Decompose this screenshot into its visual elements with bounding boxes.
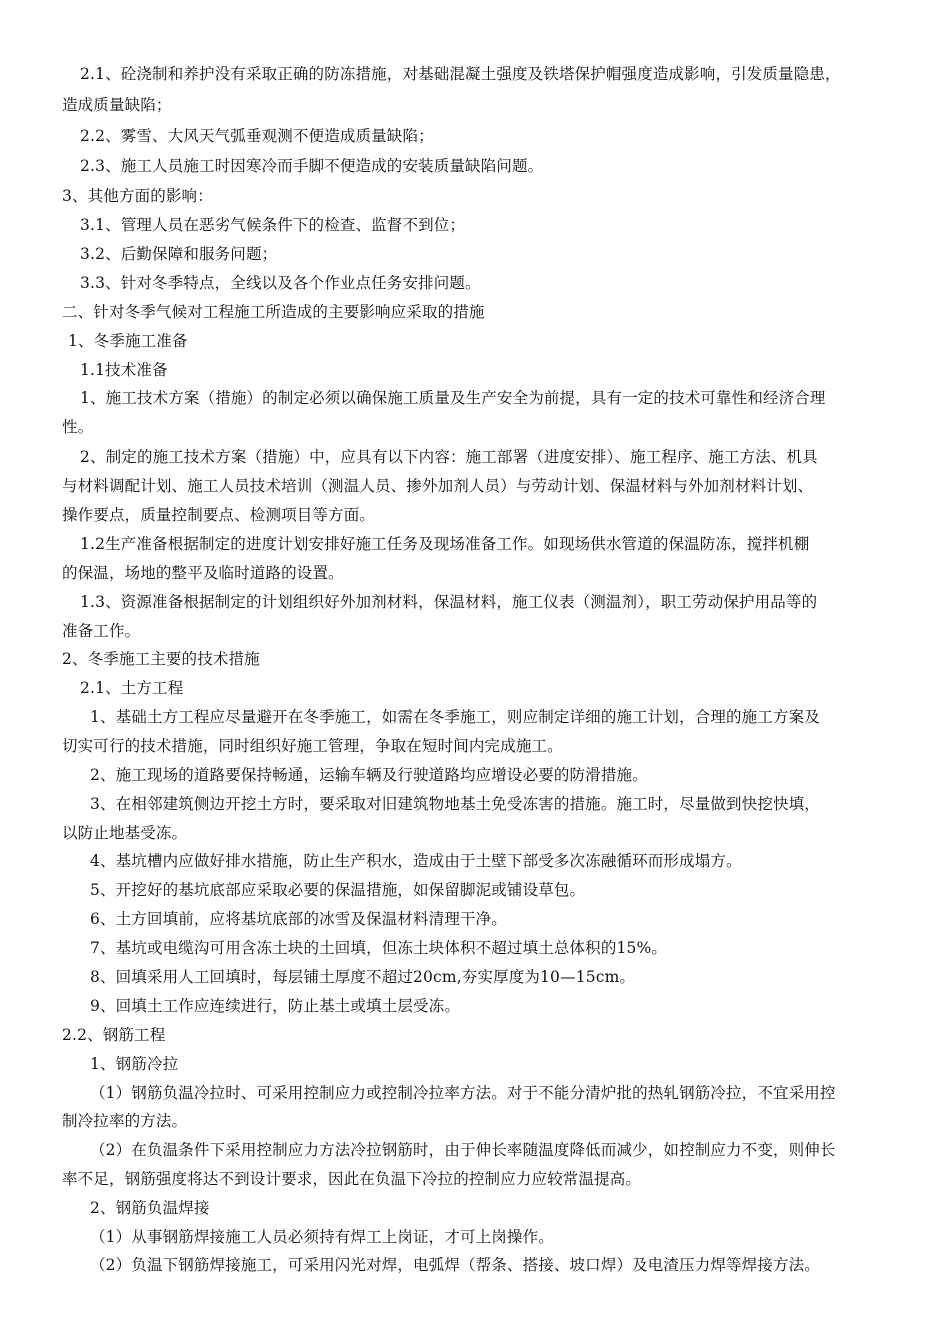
text-line: 1.3、资源准备根据制定的计划组织好外加剂材料，保温材料，施工仪表（测温剂），职工劳动保护用品等的: [80, 593, 818, 611]
text-line: 7、基坑或电缆沟可用含冻土块的土回填，但冻土块体积不超过填土总体积的15%。: [90, 939, 668, 957]
text-line: （2）在负温条件下采用控制应力方法冷拉钢筋时，由于伸长率随温度降低而减少，如控制应力不变，则伸长: [90, 1141, 836, 1159]
text-line: （1）钢筋负温冷拉时、可采用控制应力或控制冷拉率方法。对于不能分清炉批的热轧钢筋冷拉，不宜采用控: [90, 1084, 836, 1102]
text-line: 5、开挖好的基坑底部应采取必要的保温措施，如保留脚泥或铺设草包。: [90, 881, 586, 899]
text-line: 2.2、雾雪、大风天气弧垂观测不便造成质量缺陷；: [80, 127, 434, 145]
text-line: 8、回填采用人工回填时，每层铺土厚度不超过20cm,夯实厚度为10—15cm。: [90, 968, 636, 986]
text-line: 造成质量缺陷；: [62, 96, 172, 114]
text-line: 2、制定的施工技术方案（措施）中，应具有以下内容：施工部署（进度安排）、施工程序、施工方法、机具: [80, 448, 818, 466]
text-line: 切实可行的技术措施，同时组织好施工管理，争取在短时间内完成施工。: [62, 737, 563, 755]
text-line: 4、基坑槽内应做好排水措施，防止生产积水，造成由于土壁下部受多次冻融循环而形成塌方。: [90, 852, 742, 870]
text-line: （2）负温下钢筋焊接施工，可采用闪光对焊，电弧焊（帮条、搭接、坡口焊）及电渣压力焊等焊接方法。: [90, 1256, 820, 1274]
text-line: 以防止地基受冻。: [62, 824, 188, 842]
text-line: 2.3、施工人员施工时因寒冷而手脚不便造成的安装质量缺陷问题。: [80, 157, 544, 175]
subsection-heading: 1、钢筋冷拉: [90, 1055, 179, 1073]
text-line: 1、施工技术方案（措施）的制定必须以确保施工质量及生产安全为前提，具有一定的技术可靠性和经济合理: [80, 389, 826, 407]
text-line: 率不足，钢筋强度将达不到设计要求，因此在负温下冷拉的控制应力应较常温提高。: [62, 1170, 642, 1188]
text-line: 1、基础土方工程应尽量避开在冬季施工，如需在冬季施工，则应制定详细的施工计划，合理的施工方案及: [90, 708, 820, 726]
text-line: 1.2生产准备根据制定的进度计划安排好施工任务及现场准备工作。如现场供水管道的保温防冻，搅拌机棚: [80, 535, 810, 553]
text-line: 9、回填土工作应连续进行，防止基土或填土层受冻。: [90, 997, 460, 1015]
text-line: 性。: [62, 418, 94, 436]
text-line: 3.3、针对冬季特点，全线以及各个作业点任务安排问题。: [80, 274, 481, 292]
subsection-heading: 2、冬季施工主要的技术措施: [62, 650, 260, 668]
text-line: 的保温，场地的整平及临时道路的设置。: [62, 564, 344, 582]
section-heading: 二、针对冬季气候对工程施工所造成的主要影响应采取的措施: [62, 303, 485, 321]
text-line: 操作要点，质量控制要点、检测项目等方面。: [62, 506, 376, 524]
subsection-heading: 2、钢筋负温焊接: [90, 1199, 210, 1217]
text-line: 2.1、砼浇制和养护没有采取正确的防冻措施，对基础混凝土强度及铁塔保护帽强度造成影响，引发质量隐患，: [80, 65, 841, 83]
text-line: 6、土方回填前，应将基坑底部的冰雪及保温材料清理干净。: [90, 910, 507, 928]
subsection-heading: 1.1技术准备: [80, 361, 168, 379]
text-line: 3.2、后勤保障和服务问题；: [80, 245, 278, 263]
text-line: 3、其他方面的影响：: [62, 187, 213, 205]
text-line: 3、在相邻建筑侧边开挖土方时，要采取对旧建筑物地基土免受冻害的措施。施工时，尽量做到快挖快填，: [90, 795, 820, 813]
text-line: 制冷拉率的方法。: [62, 1112, 188, 1130]
subsection-heading: 1、冬季施工准备: [68, 332, 188, 350]
text-line: 准备工作。: [62, 622, 141, 640]
subsection-heading: 2.2、钢筋工程: [62, 1026, 166, 1044]
text-line: 3.1、管理人员在恶劣气候条件下的检查、监督不到位；: [80, 216, 466, 234]
text-line: （1）从事钢筋焊接施工人员必须持有焊工上岗证，才可上岗操作。: [90, 1228, 554, 1246]
subsection-heading: 2.1、土方工程: [80, 679, 184, 697]
text-line: 与材料调配计划、施工人员技术培训（测温人员、掺外加剂人员）与劳动计划、保温材料与外加剂材料计划、: [62, 477, 814, 495]
text-line: 2、施工现场的道路要保持畅通，运输车辆及行驶道路均应增设必要的防滑措施。: [90, 766, 648, 784]
